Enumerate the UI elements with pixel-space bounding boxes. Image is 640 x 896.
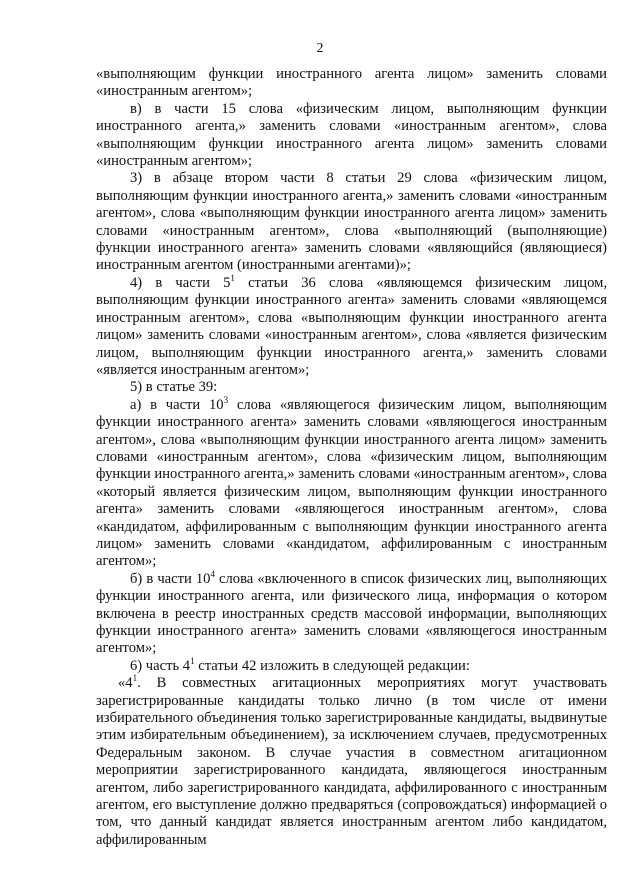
page-number: 2 — [316, 41, 324, 56]
superscript: 4 — [210, 568, 215, 579]
paragraph-text: 6) часть 4 — [130, 657, 191, 674]
paragraph-item-3: 3) в абзаце втором части 8 статьи 29 слова «физическим лицом, выполняющим функции иностранного агента,» заменить словами «иностранным агентом», слова «выполняющим функции иностранного агента лицом» заменить словами «иностранным агентом», слова «выполняющий (выполняющие) функции иностранного агента» заменить словами «являющийся (являющиеся) иностранным агентом (иностранными агентами)»; — [96, 170, 607, 274]
paragraph-text: слова «включенного в список физических лиц, выполняющих функции иностранного агента, или физического лица, информация о котором включена в реестр иностранных средств массовой информации, выполняющих функции иностранного агента» заменить словами «являющегося иностранным агентом»; — [96, 570, 608, 657]
superscript: 1 — [132, 673, 138, 684]
paragraph-text: . В совместных агитационных мероприятиях могут участвовать зарегистрированные кандидаты только лично (в том числе от имени избирательного объединения только зарегистрированные кандидаты, выдвинутые этим избирательным объединением), за исключением случаев, предусмотренных Федеральным законом. В случае участия в совместном агитационном мероприятии зарегистрированного кандидата, являющегося иностранным агентом, либо зарегистрированного кандидата, аффилированного с иностранным агентом, его выступление должно предваряться (сопровождаться) информацией о том, что данный кандидат является иностранным агентом либо кандидатом, аффилированным — [96, 675, 607, 848]
paragraph-text: статьи 36 слова «являющемся физическим лицом, выполняющим функции иностранного агента» заменить словами «являющемся иностранным агентом», слова «выполняющим функции иностранного агента лицом» заменить словами «иностранным агентом», слова «является физическим лицом, выполняющим функции иностранного агента,» заменить словами «является иностранным агентом»; — [96, 274, 607, 378]
paragraph-text: статьи 42 изложить в следующей редакции: — [194, 657, 470, 674]
paragraph-item-b — [96, 568, 608, 658]
paragraph-text: а) в части 10 — [130, 396, 224, 413]
paragraph-text: «4 — [118, 675, 133, 692]
paragraph-text: слова «являющегося физическим лицом, выполняющим функции иностранного агента» заменить словами «являющегося иностранным агентом», слова «выполняющим функции иностранного агента лицом» заменить словами «иностранным агентом», слова «физическим лицом, выполняющим функции иностранного агента,» заменить словами «иностранным агентом», слова «который является физическим лицом, выполняющим функции иностранного агента» заменить словами «являющегося иностранным агентом», слова «кандидатом, аффилированным с выполняющим функции иностранного агента лицом» заменить словами «кандидатом, аффилированным с иностранным агентом»; — [96, 396, 608, 570]
paragraph-item-4 — [96, 272, 607, 379]
paragraph-text: б) в части 10 — [130, 570, 211, 587]
paragraph-item-a — [96, 394, 608, 571]
paragraph-quoted-article — [96, 675, 607, 849]
superscript: 1 — [190, 655, 195, 666]
paragraph-item-v: в) в части 15 слова «физическим лицом, выполняющим функции иностранного агента,» заменить словами «иностранным агентом», слова «выполняющим функции иностранного агента лицом» заменить словами «иностранным агентом»; — [96, 100, 607, 170]
paragraph-item-6 — [96, 655, 607, 675]
document-body — [96, 66, 607, 849]
paragraph-text: 4) в части 5 — [130, 274, 231, 291]
superscript: 3 — [223, 394, 229, 405]
paragraph-continuation: «выполняющим функции иностранного агента лицом» заменить словами «иностранным агентом»; — [96, 66, 607, 100]
superscript: 1 — [230, 272, 235, 283]
paragraph-item-5: 5) в статье 39: — [130, 379, 218, 396]
